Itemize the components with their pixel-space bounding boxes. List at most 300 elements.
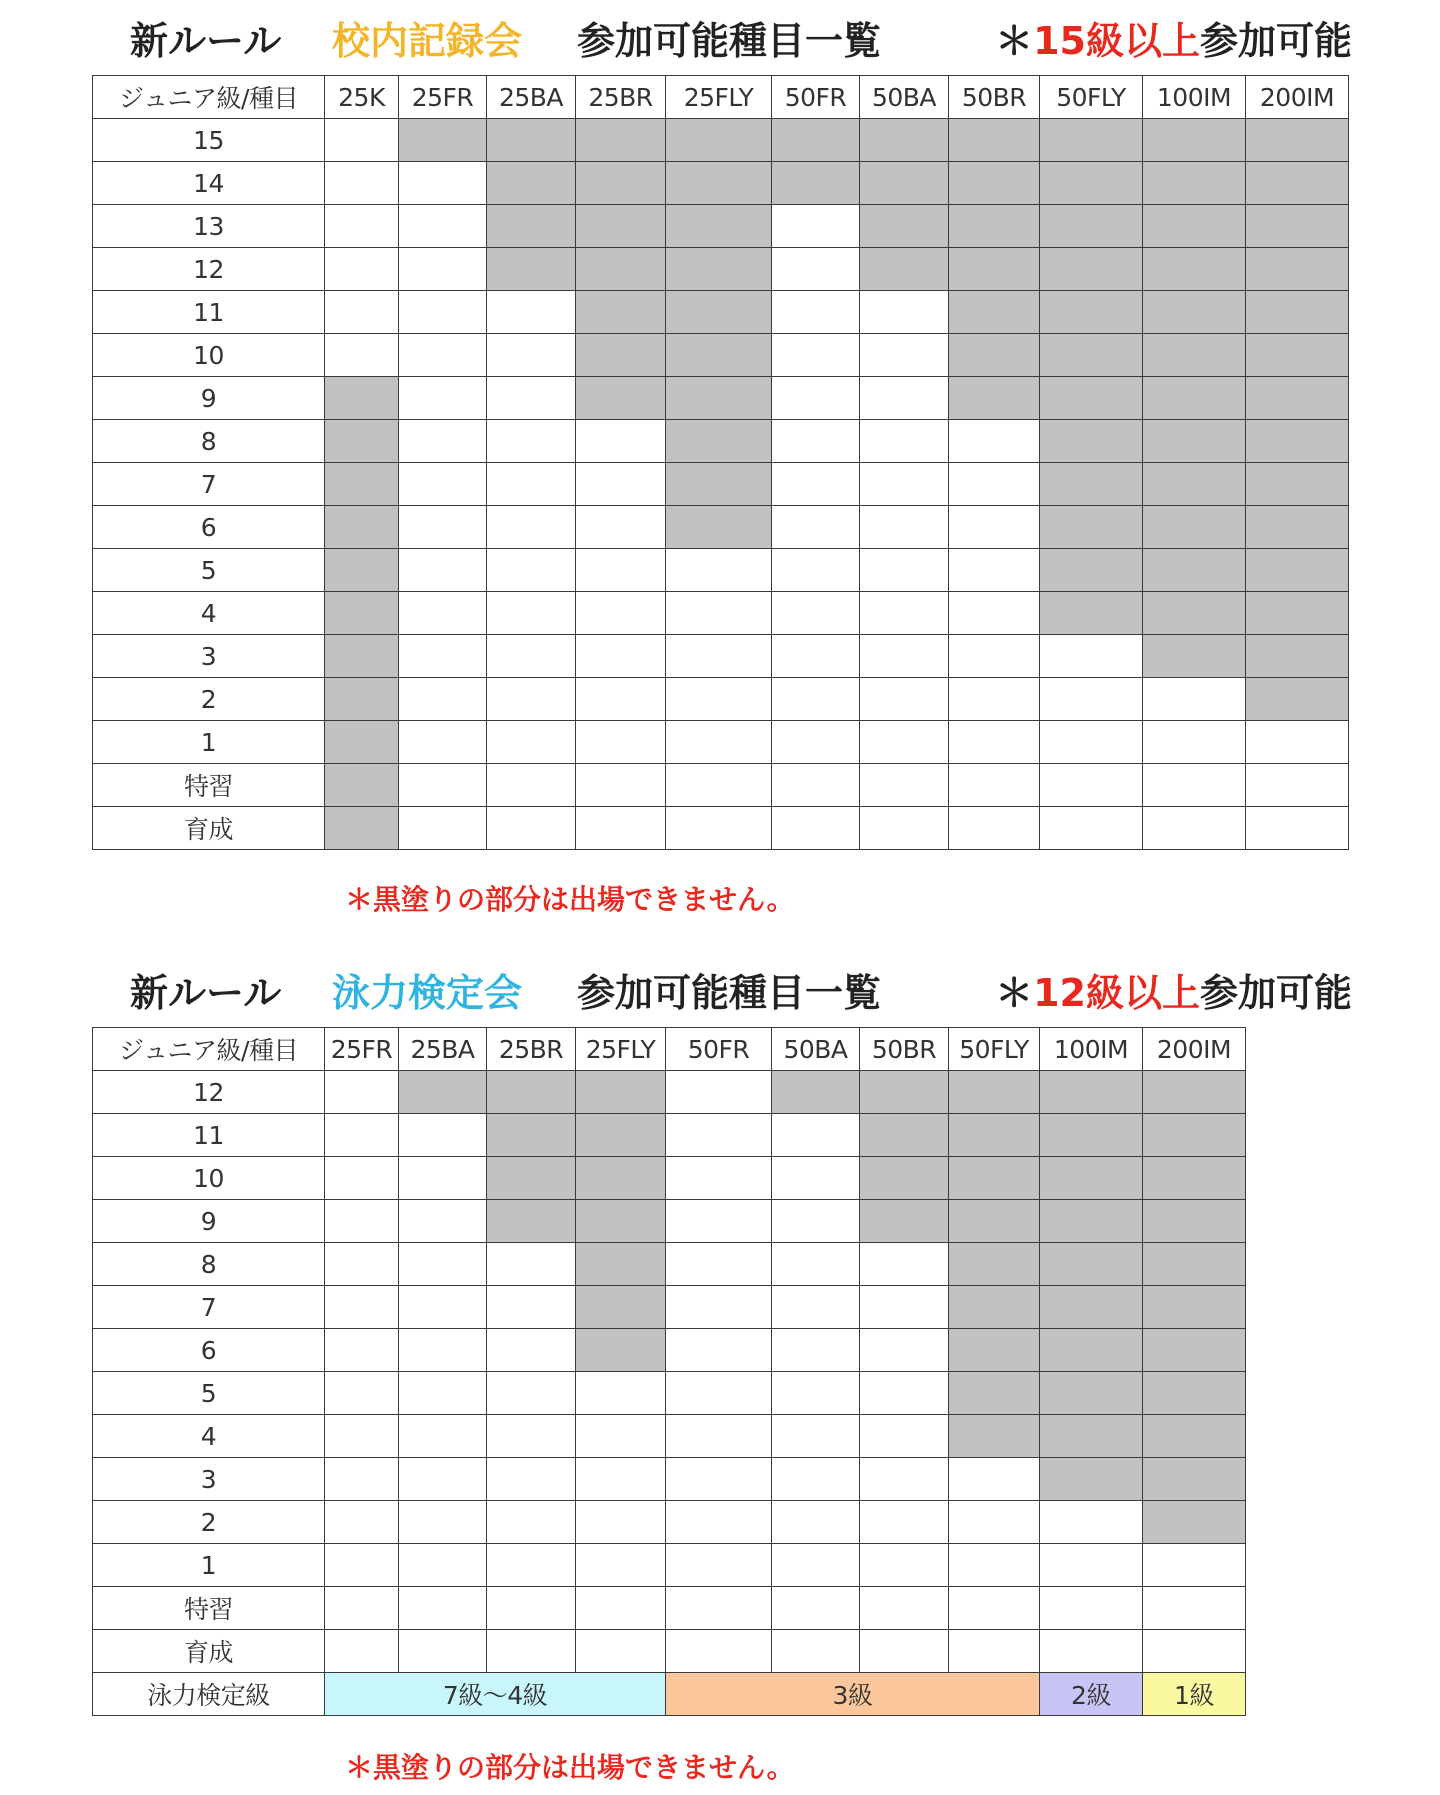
row-label: 5 <box>93 1372 325 1415</box>
blocked-cell <box>860 162 949 205</box>
blocked-cell <box>1143 420 1246 463</box>
blocked-cell <box>1246 377 1349 420</box>
open-cell <box>860 291 949 334</box>
open-cell <box>399 721 487 764</box>
column-header-25fr: 25FR <box>325 1028 399 1071</box>
blocked-cell <box>666 205 772 248</box>
open-cell <box>666 1630 772 1673</box>
blocked-cell <box>860 205 949 248</box>
blocked-cell <box>1040 1458 1143 1501</box>
blocked-cell <box>1040 1114 1143 1157</box>
open-cell <box>576 1501 666 1544</box>
open-cell <box>487 592 576 635</box>
open-cell <box>772 678 860 721</box>
open-cell <box>325 248 399 291</box>
open-cell <box>487 1501 576 1544</box>
table-row <box>93 721 1349 764</box>
open-cell <box>666 1544 772 1587</box>
open-cell <box>576 807 666 850</box>
open-cell <box>1143 1630 1246 1673</box>
open-cell <box>399 1286 487 1329</box>
blocked-cell <box>576 119 666 162</box>
open-cell <box>772 1157 860 1200</box>
blocked-cell <box>949 1157 1040 1200</box>
blocked-cell <box>1040 1200 1143 1243</box>
blocked-cell <box>949 205 1040 248</box>
open-cell <box>576 721 666 764</box>
open-cell <box>860 1458 949 1501</box>
blocked-cell <box>1040 1329 1143 1372</box>
blocked-cell <box>772 162 860 205</box>
blocked-cell <box>325 463 399 506</box>
open-cell <box>860 1501 949 1544</box>
blocked-cell <box>576 205 666 248</box>
blocked-cell <box>1143 549 1246 592</box>
open-cell <box>860 1286 949 1329</box>
open-cell <box>399 291 487 334</box>
table-row <box>93 119 1349 162</box>
corner-header: ジュニア級/種目 <box>93 1028 325 1071</box>
open-cell <box>772 1114 860 1157</box>
blocked-cell <box>1040 1071 1143 1114</box>
section1-eligibility-note <box>995 10 1352 72</box>
open-cell <box>576 549 666 592</box>
open-cell <box>325 1114 399 1157</box>
open-cell <box>666 1286 772 1329</box>
blocked-cell <box>666 248 772 291</box>
table-row <box>93 1544 1246 1587</box>
open-cell <box>325 1329 399 1372</box>
open-cell <box>949 592 1040 635</box>
blocked-cell <box>1143 205 1246 248</box>
note-level: 15級以上 <box>1033 19 1200 63</box>
blocked-cell <box>1143 1415 1246 1458</box>
blocked-cell <box>1246 420 1349 463</box>
row-label: 12 <box>93 1071 325 1114</box>
open-cell <box>576 678 666 721</box>
open-cell <box>399 764 487 807</box>
table-row <box>93 1243 1246 1286</box>
open-cell <box>772 506 860 549</box>
open-cell <box>487 1329 576 1372</box>
row-label: 10 <box>93 334 325 377</box>
open-cell <box>772 205 860 248</box>
open-cell <box>860 807 949 850</box>
table-row <box>93 678 1349 721</box>
open-cell <box>1040 764 1143 807</box>
open-cell <box>1246 764 1349 807</box>
blocked-cell <box>325 377 399 420</box>
section2-rule-label: 新ルール <box>130 971 282 1015</box>
blocked-cell <box>1040 162 1143 205</box>
open-cell <box>399 205 487 248</box>
table-row <box>93 1200 1246 1243</box>
blocked-cell <box>1246 506 1349 549</box>
open-cell <box>666 1415 772 1458</box>
table-row <box>93 549 1349 592</box>
table-row <box>93 506 1349 549</box>
open-cell <box>1040 721 1143 764</box>
column-header-200im: 200IM <box>1246 76 1349 119</box>
open-cell <box>576 1415 666 1458</box>
corner-header: ジュニア級/種目 <box>93 76 325 119</box>
row-label: 8 <box>93 420 325 463</box>
blocked-cell <box>487 119 576 162</box>
open-cell <box>949 420 1040 463</box>
open-cell <box>487 807 576 850</box>
open-cell <box>399 248 487 291</box>
open-cell <box>949 721 1040 764</box>
row-label: 5 <box>93 549 325 592</box>
blocked-cell <box>949 377 1040 420</box>
blocked-cell <box>949 1329 1040 1372</box>
open-cell <box>860 1415 949 1458</box>
row-label: 11 <box>93 291 325 334</box>
open-cell <box>666 1200 772 1243</box>
open-cell <box>325 1286 399 1329</box>
blocked-cell <box>949 1415 1040 1458</box>
blocked-cell <box>666 291 772 334</box>
blocked-cell <box>576 1071 666 1114</box>
column-header-25fly: 25FLY <box>576 1028 666 1071</box>
open-cell <box>399 377 487 420</box>
open-cell <box>399 678 487 721</box>
row-label: 14 <box>93 162 325 205</box>
table-row <box>93 1071 1246 1114</box>
section1-heading <box>92 10 1352 72</box>
open-cell <box>399 1372 487 1415</box>
open-cell <box>487 1372 576 1415</box>
open-cell <box>325 1458 399 1501</box>
blocked-cell <box>1246 205 1349 248</box>
row-label: 12 <box>93 248 325 291</box>
open-cell <box>487 1458 576 1501</box>
open-cell <box>487 1286 576 1329</box>
table-row <box>93 1501 1246 1544</box>
blocked-cell <box>1143 119 1246 162</box>
blocked-cell <box>576 248 666 291</box>
open-cell <box>772 1544 860 1587</box>
section2-table <box>92 1027 1246 1716</box>
open-cell <box>325 1200 399 1243</box>
open-cell <box>949 635 1040 678</box>
table-row <box>93 334 1349 377</box>
open-cell <box>1143 1587 1246 1630</box>
open-cell <box>772 635 860 678</box>
open-cell <box>576 420 666 463</box>
blocked-cell <box>399 119 487 162</box>
row-label: 6 <box>93 1329 325 1372</box>
open-cell <box>666 1071 772 1114</box>
row-label: 2 <box>93 678 325 721</box>
open-cell <box>576 1372 666 1415</box>
column-header-25fly: 25FLY <box>666 76 772 119</box>
table-row <box>93 291 1349 334</box>
blocked-cell <box>487 1071 576 1114</box>
blocked-cell <box>1143 162 1246 205</box>
open-cell <box>399 635 487 678</box>
open-cell <box>399 1243 487 1286</box>
open-cell <box>772 592 860 635</box>
row-label: 15 <box>93 119 325 162</box>
level-cell: 1級 <box>1143 1673 1246 1716</box>
blocked-cell <box>1143 1458 1246 1501</box>
open-cell <box>487 678 576 721</box>
open-cell <box>1040 678 1143 721</box>
open-cell <box>325 1501 399 1544</box>
level-row-label: 泳力検定級 <box>93 1673 325 1716</box>
open-cell <box>772 807 860 850</box>
column-header-50fr: 50FR <box>772 76 860 119</box>
open-cell <box>399 807 487 850</box>
blocked-cell <box>325 764 399 807</box>
blocked-cell <box>1246 463 1349 506</box>
column-header-200im: 200IM <box>1143 1028 1246 1071</box>
open-cell <box>772 549 860 592</box>
blocked-cell <box>1143 592 1246 635</box>
table-row <box>93 377 1349 420</box>
blocked-cell <box>576 1286 666 1329</box>
table-row <box>93 592 1349 635</box>
blocked-cell <box>666 162 772 205</box>
open-cell <box>399 1458 487 1501</box>
blocked-cell <box>487 248 576 291</box>
open-cell <box>325 1372 399 1415</box>
open-cell <box>1040 1587 1143 1630</box>
open-cell <box>325 119 399 162</box>
blocked-cell <box>1040 506 1143 549</box>
open-cell <box>772 420 860 463</box>
blocked-cell <box>772 1071 860 1114</box>
table-row <box>93 1587 1246 1630</box>
column-header-25k: 25K <box>325 76 399 119</box>
row-label: 10 <box>93 1157 325 1200</box>
open-cell <box>325 1157 399 1200</box>
open-cell <box>1040 1630 1143 1673</box>
blocked-cell <box>1143 506 1246 549</box>
table-row <box>93 162 1349 205</box>
open-cell <box>487 635 576 678</box>
open-cell <box>949 1458 1040 1501</box>
blocked-cell <box>949 1114 1040 1157</box>
row-label: 3 <box>93 1458 325 1501</box>
row-label: 特習 <box>93 764 325 807</box>
blocked-cell <box>666 420 772 463</box>
row-label: 2 <box>93 1501 325 1544</box>
open-cell <box>666 1372 772 1415</box>
blocked-cell <box>576 162 666 205</box>
open-cell <box>487 1243 576 1286</box>
open-cell <box>666 1587 772 1630</box>
blocked-cell <box>576 1243 666 1286</box>
open-cell <box>487 721 576 764</box>
open-cell <box>949 1587 1040 1630</box>
blocked-cell <box>1040 205 1143 248</box>
blocked-cell <box>1143 1372 1246 1415</box>
open-cell <box>860 420 949 463</box>
open-cell <box>576 764 666 807</box>
blocked-cell <box>860 1200 949 1243</box>
open-cell <box>399 1544 487 1587</box>
blocked-cell <box>325 721 399 764</box>
blocked-cell <box>1040 248 1143 291</box>
row-label: 8 <box>93 1243 325 1286</box>
open-cell <box>487 1630 576 1673</box>
open-cell <box>772 764 860 807</box>
section2-list-title: 参加可能種目一覧 <box>577 971 882 1015</box>
open-cell <box>325 334 399 377</box>
column-header-50fly: 50FLY <box>1040 76 1143 119</box>
open-cell <box>487 377 576 420</box>
section1-footnote: ＊黒塗りの部分は出場できません。 <box>345 883 795 916</box>
column-header-50fr: 50FR <box>666 1028 772 1071</box>
blocked-cell <box>576 377 666 420</box>
table-row <box>93 1630 1246 1673</box>
open-cell <box>487 1544 576 1587</box>
blocked-cell <box>1040 1372 1143 1415</box>
section2-heading <box>92 962 1352 1024</box>
row-label: 育成 <box>93 807 325 850</box>
blocked-cell <box>487 205 576 248</box>
open-cell <box>1143 764 1246 807</box>
open-cell <box>399 549 487 592</box>
open-cell <box>949 1630 1040 1673</box>
open-cell <box>772 1415 860 1458</box>
open-cell <box>772 1286 860 1329</box>
row-label: 特習 <box>93 1587 325 1630</box>
table-row <box>93 1286 1246 1329</box>
blocked-cell <box>576 1200 666 1243</box>
open-cell <box>666 1501 772 1544</box>
open-cell <box>772 1372 860 1415</box>
open-cell <box>666 592 772 635</box>
blocked-cell <box>949 1200 1040 1243</box>
open-cell <box>487 506 576 549</box>
column-header-25ba: 25BA <box>487 76 576 119</box>
blocked-cell <box>1040 291 1143 334</box>
blocked-cell <box>860 1071 949 1114</box>
open-cell <box>399 1329 487 1372</box>
blocked-cell <box>1143 377 1246 420</box>
blocked-cell <box>860 119 949 162</box>
blocked-cell <box>1143 463 1246 506</box>
column-header-50fly: 50FLY <box>949 1028 1040 1071</box>
row-label: 1 <box>93 1544 325 1587</box>
open-cell <box>1040 1501 1143 1544</box>
open-cell <box>1246 721 1349 764</box>
open-cell <box>666 635 772 678</box>
open-cell <box>399 1157 487 1200</box>
section2-eligibility-note <box>995 962 1352 1024</box>
blocked-cell <box>1143 1329 1246 1372</box>
blocked-cell <box>1040 119 1143 162</box>
open-cell <box>399 1587 487 1630</box>
open-cell <box>666 764 772 807</box>
blocked-cell <box>949 1286 1040 1329</box>
open-cell <box>772 1458 860 1501</box>
open-cell <box>487 463 576 506</box>
open-cell <box>772 334 860 377</box>
blocked-cell <box>1143 1114 1246 1157</box>
blocked-cell <box>949 248 1040 291</box>
open-cell <box>860 1243 949 1286</box>
column-header-25ba: 25BA <box>399 1028 487 1071</box>
open-cell <box>1143 807 1246 850</box>
open-cell <box>1143 678 1246 721</box>
blocked-cell <box>325 592 399 635</box>
open-cell <box>666 1458 772 1501</box>
open-cell <box>772 248 860 291</box>
open-cell <box>399 334 487 377</box>
blocked-cell <box>860 1114 949 1157</box>
open-cell <box>860 1630 949 1673</box>
open-cell <box>487 420 576 463</box>
table-row <box>93 807 1349 850</box>
row-label: 1 <box>93 721 325 764</box>
open-cell <box>399 463 487 506</box>
open-cell <box>399 420 487 463</box>
open-cell <box>666 1114 772 1157</box>
open-cell <box>860 1329 949 1372</box>
open-cell <box>399 1114 487 1157</box>
blocked-cell <box>1040 1415 1143 1458</box>
open-cell <box>949 807 1040 850</box>
column-header-25br: 25BR <box>487 1028 576 1071</box>
open-cell <box>860 463 949 506</box>
section1-event-name: 校内記録会 <box>332 19 523 63</box>
blocked-cell <box>1246 592 1349 635</box>
open-cell <box>576 1587 666 1630</box>
blocked-cell <box>399 1071 487 1114</box>
open-cell <box>325 1630 399 1673</box>
blocked-cell <box>949 1243 1040 1286</box>
open-cell <box>860 592 949 635</box>
note-star: ＊ <box>995 971 1034 1015</box>
section2-footnote: ＊黒塗りの部分は出場できません。 <box>345 1751 795 1784</box>
open-cell <box>576 1630 666 1673</box>
blocked-cell <box>1143 291 1246 334</box>
open-cell <box>576 1458 666 1501</box>
open-cell <box>949 678 1040 721</box>
note-level: 12級以上 <box>1033 971 1200 1015</box>
open-cell <box>772 1587 860 1630</box>
table-row <box>93 205 1349 248</box>
level-cell: 2級 <box>1040 1673 1143 1716</box>
note-rest: 参加可能 <box>1199 19 1352 63</box>
column-header-50br: 50BR <box>949 76 1040 119</box>
open-cell <box>325 1071 399 1114</box>
open-cell <box>1246 807 1349 850</box>
row-label: 6 <box>93 506 325 549</box>
blocked-cell <box>1143 1157 1246 1200</box>
open-cell <box>772 721 860 764</box>
blocked-cell <box>772 119 860 162</box>
column-header-100im: 100IM <box>1143 76 1246 119</box>
open-cell <box>772 1200 860 1243</box>
open-cell <box>487 334 576 377</box>
open-cell <box>576 635 666 678</box>
blocked-cell <box>1246 291 1349 334</box>
open-cell <box>399 506 487 549</box>
section1-table <box>92 75 1349 850</box>
blocked-cell <box>1143 1071 1246 1114</box>
blocked-cell <box>1246 119 1349 162</box>
open-cell <box>860 721 949 764</box>
blocked-cell <box>1143 1286 1246 1329</box>
open-cell <box>325 1243 399 1286</box>
open-cell <box>666 549 772 592</box>
open-cell <box>949 549 1040 592</box>
